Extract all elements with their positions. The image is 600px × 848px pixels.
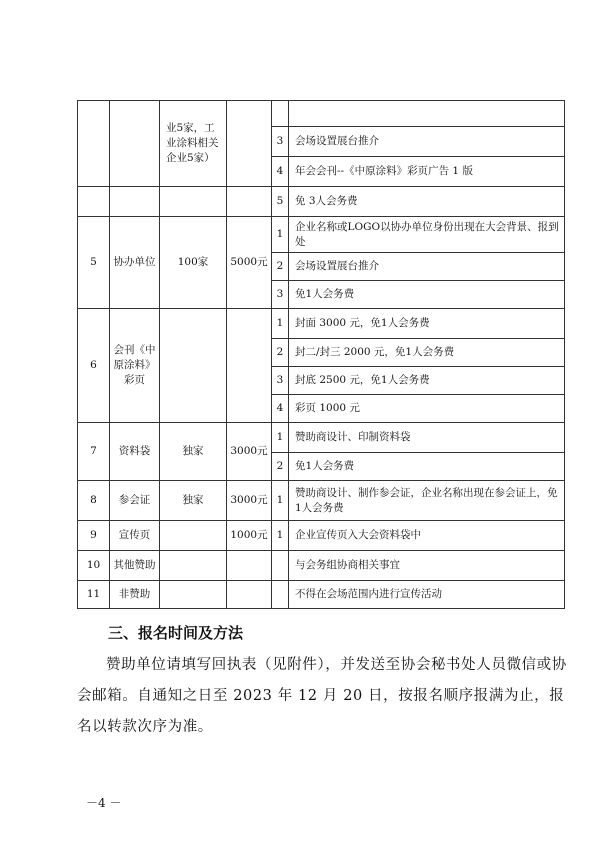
- cell-item-index: 5: [272, 187, 289, 217]
- cell-benefit: 会场设置展台推介: [289, 253, 565, 281]
- cell-item-index: 3: [272, 281, 289, 309]
- cell-quota: 独家: [160, 481, 227, 521]
- table-row: [78, 101, 565, 127]
- cell-sponsor-name: 资料袋: [110, 423, 160, 481]
- cell-benefit: 企业宣传页入大会资料袋中: [289, 521, 565, 551]
- cell-price: 5000元: [227, 217, 272, 309]
- cell-benefit: 封底 2500 元，免1人会务费: [289, 367, 565, 395]
- cell-seq-no: 5: [78, 217, 110, 309]
- cell-price: [227, 101, 272, 187]
- page-number: －4 －: [86, 796, 122, 810]
- cell-item-index: 1: [272, 309, 289, 339]
- cell-seq-no: 11: [78, 581, 110, 609]
- cell-item-index: 3: [272, 367, 289, 395]
- cell-benefit: 不得在会场范围内进行宣传活动: [289, 581, 565, 609]
- cell-item-index: 1: [272, 521, 289, 551]
- section-title: 三、报名时间及方法: [108, 624, 244, 642]
- cell-price: 3000元: [227, 481, 272, 521]
- cell-seq-no: 7: [78, 423, 110, 481]
- cell-benefit: [289, 101, 565, 127]
- cell-item-index: 4: [272, 395, 289, 423]
- cell-benefit: 会场设置展台推介: [289, 127, 565, 157]
- table-row: [78, 521, 565, 551]
- cell-quota: [160, 581, 227, 609]
- cell-item-index: 2: [272, 339, 289, 367]
- cell-sponsor-name: [110, 101, 160, 187]
- cell-benefit: 免1人会务费: [289, 281, 565, 309]
- cell-sponsor-name: 其他赞助: [110, 551, 160, 581]
- cell-price: 3000元: [227, 423, 272, 481]
- cell-sponsor-name: 参会证: [110, 481, 160, 521]
- cell-benefit: 免1人会务费: [289, 453, 565, 481]
- cell-seq-no: [78, 187, 110, 217]
- cell-item-index: 2: [272, 453, 289, 481]
- table-row: [78, 309, 565, 339]
- cell-sponsor-name: [110, 187, 160, 217]
- cell-item-index: 1: [272, 481, 289, 521]
- cell-seq-no: 10: [78, 551, 110, 581]
- cell-sponsor-name: 协办单位: [110, 217, 160, 309]
- cell-seq-no: 8: [78, 481, 110, 521]
- cell-seq-no: 9: [78, 521, 110, 551]
- cell-quota: 独家: [160, 423, 227, 481]
- cell-quota: [160, 551, 227, 581]
- cell-quota: 100家: [160, 217, 227, 309]
- cell-quota: [160, 521, 227, 551]
- cell-sponsor-name: 会刊《中原涂料》彩页: [110, 309, 160, 423]
- cell-item-index: 3: [272, 127, 289, 157]
- cell-benefit: 免 3人会务费: [289, 187, 565, 217]
- cell-quota: [160, 309, 227, 423]
- cell-item-index: 1: [272, 423, 289, 453]
- cell-benefit: 与会务组协商相关事宜: [289, 551, 565, 581]
- cell-price: [227, 187, 272, 217]
- cell-sponsor-name: 非赞助: [110, 581, 160, 609]
- cell-quota: [160, 187, 227, 217]
- cell-benefit: 彩页 1000 元: [289, 395, 565, 423]
- cell-item-index: [272, 101, 289, 127]
- cell-seq-no: [78, 101, 110, 187]
- cell-item-index: [272, 581, 289, 609]
- cell-sponsor-name: 宣传页: [110, 521, 160, 551]
- cell-item-index: [272, 551, 289, 581]
- cell-benefit: 年会会刊--《中原涂料》彩页广告 1 版: [289, 157, 565, 187]
- cell-benefit: 封面 3000 元，免1人会务费: [289, 309, 565, 339]
- table-row: [78, 581, 565, 609]
- cell-price: [227, 551, 272, 581]
- body-paragraph: 赞助单位请填写回执表（见附件），并发送至协会秘书处人员微信或协会邮箱。自通知之日至 2023 年 12 月 20 日，按报名顺序报满为止，报名以转款次序为准。: [77, 657, 567, 735]
- cell-quota: 业5家，工业涂料相关企业5家）: [160, 101, 227, 187]
- table-row: [78, 551, 565, 581]
- cell-item-index: 1: [272, 217, 289, 253]
- cell-seq-no: 6: [78, 309, 110, 423]
- cell-item-index: 2: [272, 253, 289, 281]
- cell-price: [227, 581, 272, 609]
- cell-benefit: 企业名称或LOGO以协办单位身份出现在大会背景、报到处: [289, 217, 565, 253]
- cell-benefit: 赞助商设计、制作参会证，企业名称出现在参会证上，免1人会务费: [289, 481, 565, 521]
- table-row: [78, 217, 565, 253]
- cell-price: 1000元: [227, 521, 272, 551]
- sponsorship-table: [77, 100, 565, 609]
- table-row: [78, 187, 565, 217]
- table-row: [78, 481, 565, 521]
- table-row: [78, 423, 565, 453]
- cell-benefit: 赞助商设计、印制资料袋: [289, 423, 565, 453]
- cell-item-index: 4: [272, 157, 289, 187]
- cell-benefit: 封二/封三 2000 元，免1人会务费: [289, 339, 565, 367]
- cell-price: [227, 309, 272, 423]
